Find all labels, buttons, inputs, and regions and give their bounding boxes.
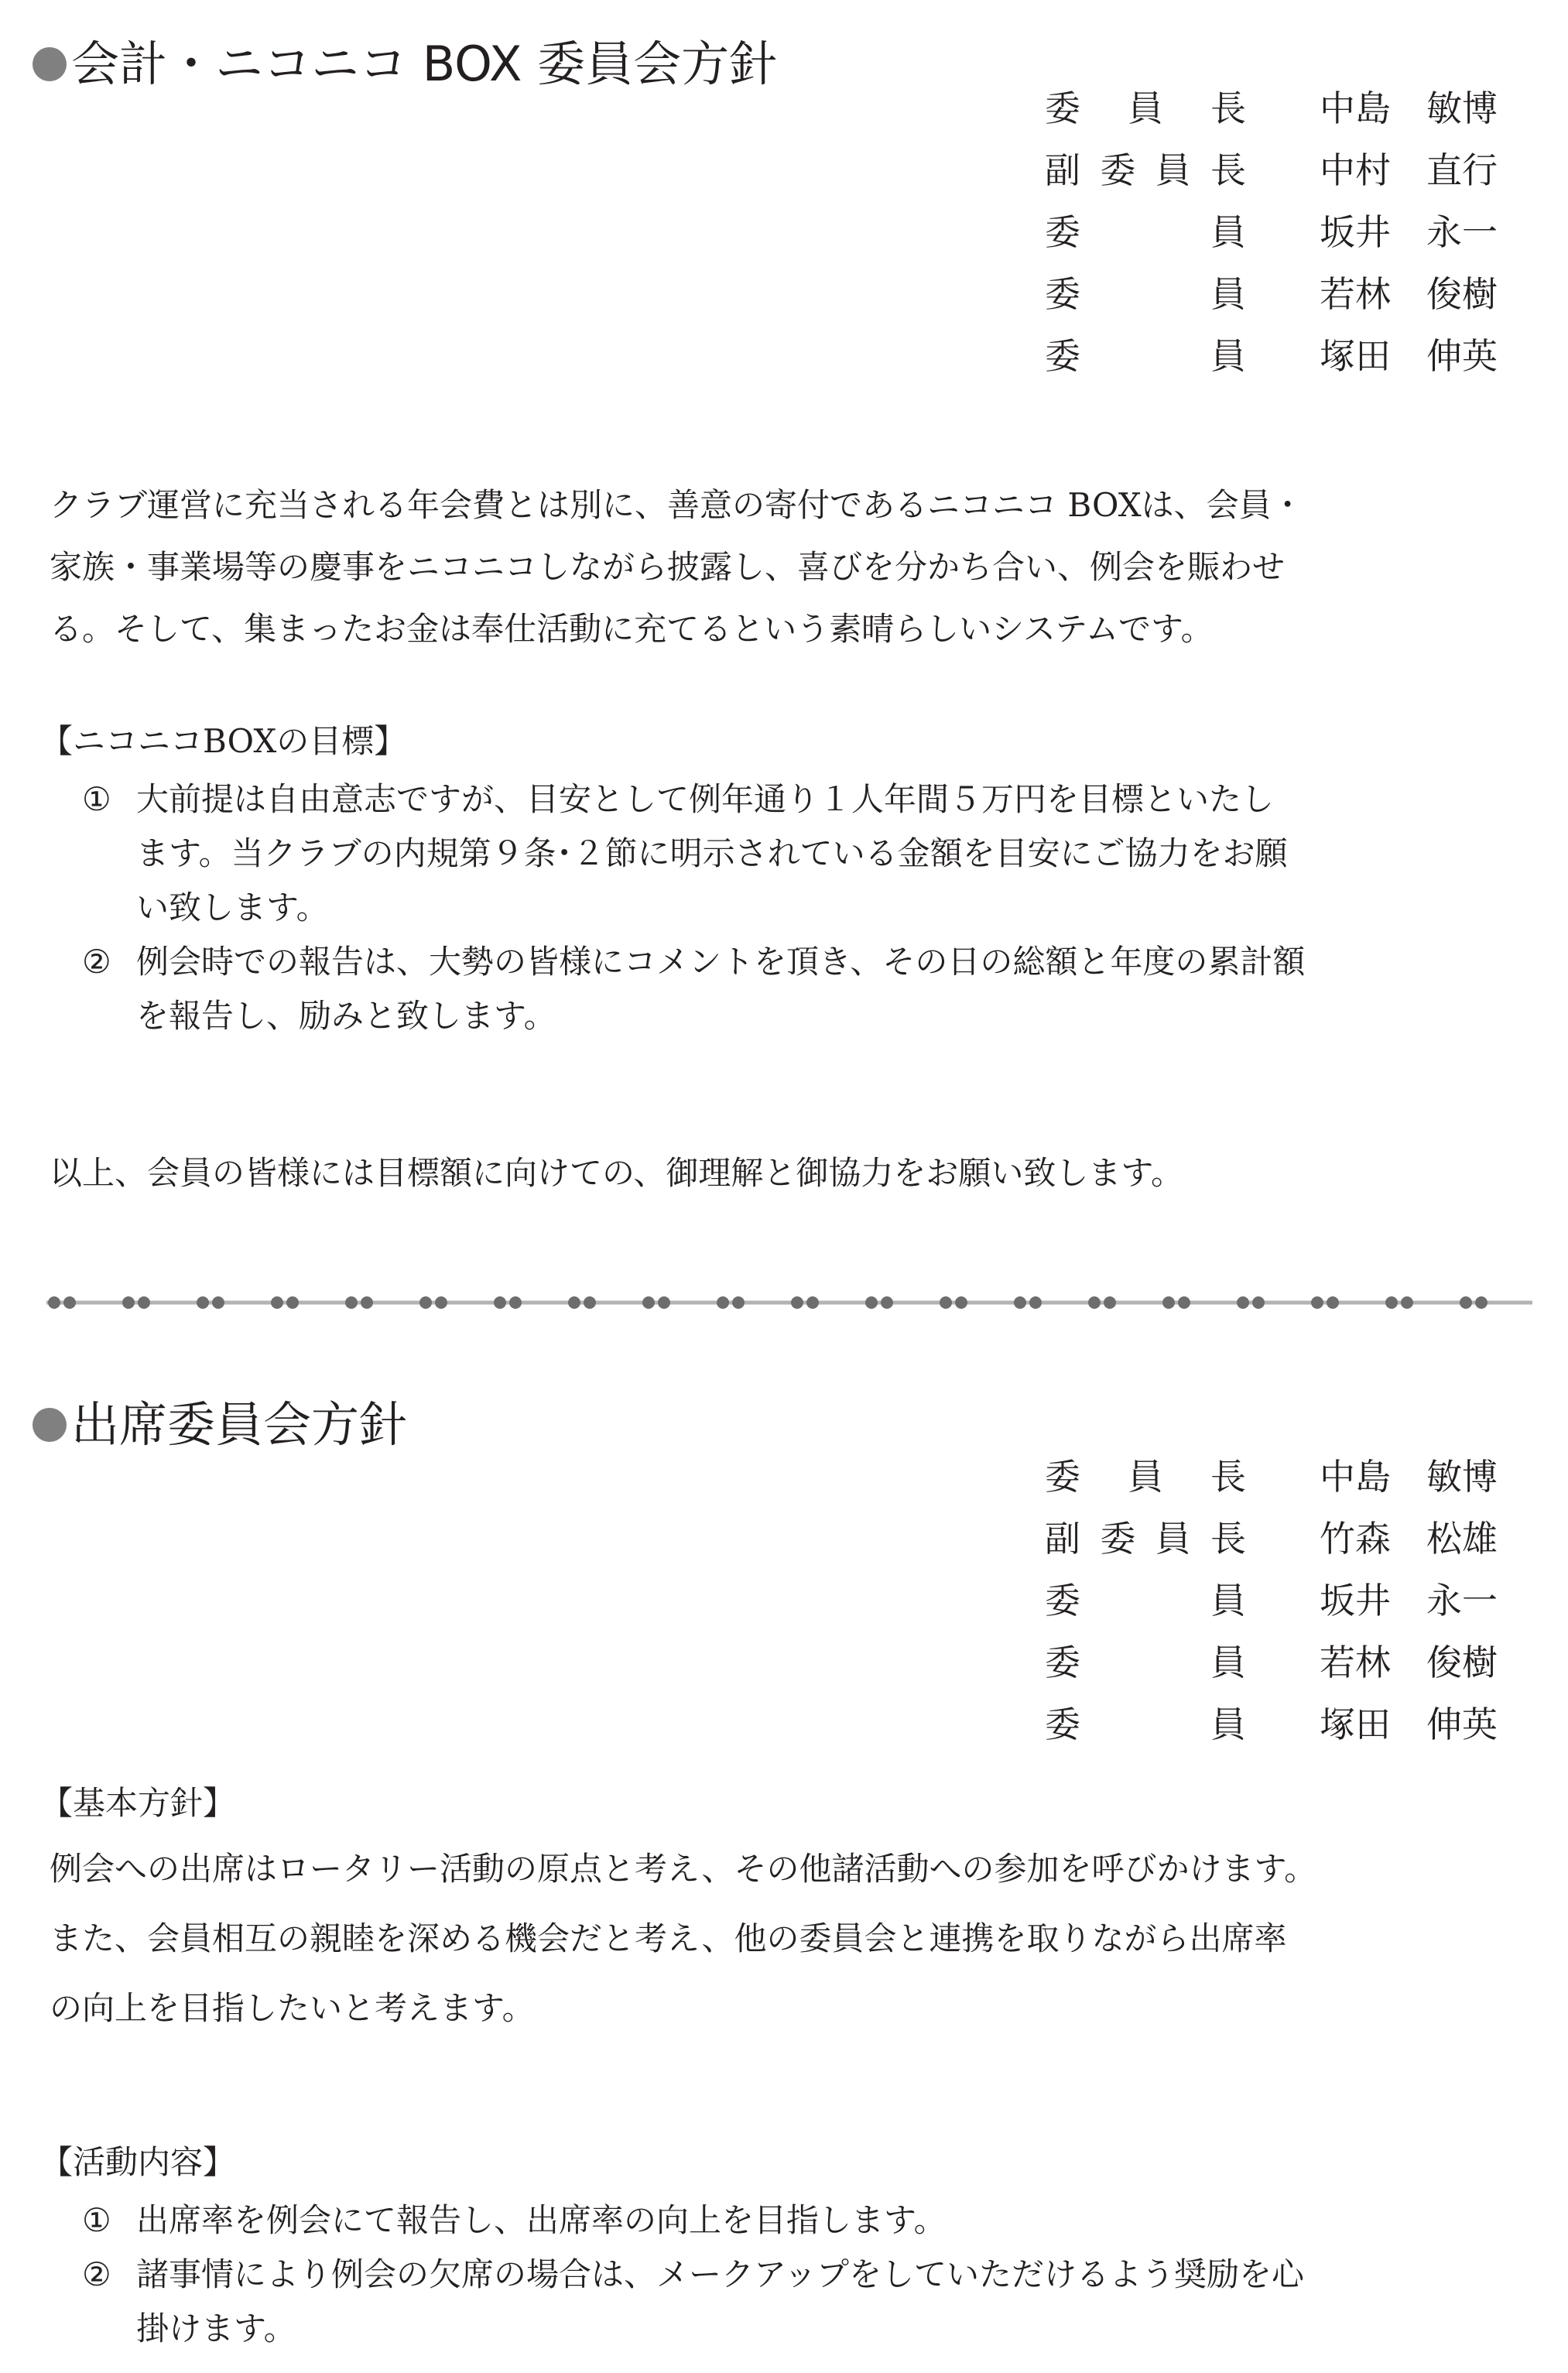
divider-dot	[1029, 1296, 1042, 1309]
paragraph-line: 家族・事業場等の慶事をニコニコしながら披露し、喜びを分かち合い、例会を賑わせ	[50, 548, 1286, 586]
roster-name: 塚田 伸英	[1320, 1704, 1498, 1745]
roster-role: 副 委 員 長	[1045, 149, 1246, 191]
divider-dot	[212, 1296, 224, 1309]
paragraph-line: クラブ運営に充当される年会費とは別に、善意の寄付であるニコニコ BOXは、会員・	[50, 486, 1304, 524]
item-line: 例会時での報告は、大勢の皆様にコメントを頂き、その日の総額と年度の累計額	[136, 943, 1306, 981]
divider-dot	[1475, 1296, 1488, 1309]
divider-dot	[791, 1296, 803, 1309]
divider-dot	[197, 1296, 209, 1309]
roster-role: 委 員	[1045, 1704, 1246, 1745]
divider-dot	[419, 1296, 432, 1309]
section1-closing: 以上、会員の皆様には目標額に向けての、御理解と御協力をお願い致します。	[50, 1154, 1183, 1192]
roster-row	[1045, 139, 1532, 201]
divider-dot	[361, 1296, 373, 1309]
paragraph-line: また、会員相互の親睦を深める機会だと考え、他の委員会と連携を取りながら出席率	[50, 1919, 1287, 1957]
section2-title-text: 出席委員会方針	[71, 1396, 408, 1453]
item-line: を報告し、励みと致します。	[136, 997, 556, 1035]
divider-dot	[1014, 1296, 1026, 1309]
divider-dot	[1162, 1296, 1175, 1309]
list-item	[50, 935, 1559, 1043]
item-line: 出席率を例会にて報告し、出席率の向上を目指します。	[136, 2201, 947, 2239]
roster-role: 委 員	[1045, 1642, 1246, 1683]
divider-dot	[806, 1296, 819, 1309]
divider-dot	[955, 1296, 967, 1309]
paragraph-line: の向上を目指したいと考えます。	[50, 1989, 535, 2027]
item-number: ①	[82, 780, 111, 818]
divider-dot	[717, 1296, 729, 1309]
roster-name: 塚田 伸英	[1320, 335, 1498, 377]
divider-dot	[271, 1296, 283, 1309]
roster-role: 委 員 長	[1045, 1456, 1246, 1498]
divider-dot	[940, 1296, 952, 1309]
item-number: ②	[82, 943, 111, 981]
divider-dot	[642, 1296, 655, 1309]
roster-role: 委 員	[1045, 1580, 1246, 1621]
roster-role: 委 員	[1045, 273, 1246, 315]
section1-title-text: 会計・ニコニコ BOX 委員会方針	[71, 36, 778, 92]
divider-dot	[584, 1296, 596, 1309]
section2-policy	[50, 1834, 1559, 2043]
roster-row	[1045, 201, 1532, 263]
item-number: ②	[82, 2255, 111, 2293]
section1-roster	[1045, 77, 1532, 387]
section1-title	[33, 29, 777, 99]
divider-dot	[509, 1296, 522, 1309]
divider-dot	[1252, 1296, 1265, 1309]
item-line: 掛けます。	[136, 2310, 296, 2347]
item-line: 諸事情により例会の欠席の場合は、メークアップをしていただけるよう奨励を心	[136, 2255, 1305, 2293]
section2-roster	[1045, 1446, 1532, 1755]
divider-dot	[1104, 1296, 1116, 1309]
section2-title	[33, 1390, 407, 1460]
dotted-divider	[46, 1291, 1532, 1314]
roster-row	[1045, 325, 1532, 387]
list-item	[50, 2193, 1559, 2248]
item-line: 大前提は自由意志ですが、目安として例年通り１人年間５万円を目標といたし	[136, 780, 1275, 818]
divider-dot	[435, 1296, 447, 1309]
roster-role: 副 委 員 長	[1045, 1518, 1246, 1560]
roster-row	[1045, 1570, 1532, 1632]
divider-dot	[1088, 1296, 1101, 1309]
roster-row	[1045, 1632, 1532, 1693]
roster-name: 中島 敏博	[1320, 87, 1498, 129]
divider-dot	[122, 1296, 135, 1309]
divider-dot	[658, 1296, 670, 1309]
roster-row	[1045, 77, 1532, 139]
policy-heading: 【基本方針】	[40, 1784, 236, 1822]
divider-dot	[1460, 1296, 1472, 1309]
item-number: ①	[82, 2201, 111, 2239]
roster-name: 若林 俊樹	[1320, 273, 1498, 315]
divider-dot	[48, 1296, 60, 1309]
paragraph-line: 例会への出席はロータリー活動の原点と考え、その他諸活動への参加を呼びかけます。	[50, 1850, 1317, 1888]
divider-dot	[1237, 1296, 1249, 1309]
divider-dot	[138, 1296, 150, 1309]
roster-name: 若林 俊樹	[1320, 1642, 1498, 1683]
divider-dot	[1401, 1296, 1413, 1309]
item-line: ます。当クラブの内規第９条･２節に明示されている金額を目安にご協力をお願	[136, 834, 1288, 872]
divider-dot	[865, 1296, 878, 1309]
section1-intro	[50, 474, 1559, 660]
divider-dot	[1178, 1296, 1190, 1309]
roster-name: 中島 敏博	[1320, 1456, 1498, 1498]
bullet-dot-icon	[33, 47, 67, 81]
roster-name: 中村 直行	[1320, 149, 1498, 191]
roster-row	[1045, 263, 1532, 325]
activities-heading: 【活動内容】	[40, 2143, 236, 2181]
divider-dot	[1311, 1296, 1323, 1309]
divider-dot	[1327, 1296, 1339, 1309]
divider-dot	[345, 1296, 358, 1309]
roster-name: 坂井 永一	[1320, 1580, 1498, 1621]
roster-row	[1045, 1693, 1532, 1755]
bullet-dot-icon	[33, 1408, 67, 1442]
activities-list	[50, 2193, 1559, 2356]
list-item	[50, 2248, 1559, 2356]
divider-dot	[1385, 1296, 1398, 1309]
divider-dot	[732, 1296, 745, 1309]
list-item	[50, 772, 1559, 935]
roster-role: 委 員	[1045, 211, 1246, 253]
roster-row	[1045, 1446, 1532, 1508]
roster-name: 竹森 松雄	[1320, 1518, 1498, 1560]
goals-heading: 【ニコニコBOXの目標】	[40, 722, 407, 760]
roster-name: 坂井 永一	[1320, 211, 1498, 253]
divider-dot	[881, 1296, 893, 1309]
divider-dot	[286, 1296, 299, 1309]
divider-dot	[63, 1296, 76, 1309]
paragraph-line: る。そして、集まったお金は奉仕活動に充てるという素晴らしいシステムです。	[50, 610, 1214, 648]
divider-dot	[568, 1296, 580, 1309]
roster-role: 委 員 長	[1045, 87, 1246, 129]
roster-role: 委 員	[1045, 335, 1246, 377]
roster-row	[1045, 1508, 1532, 1570]
goals-list	[50, 772, 1559, 1043]
item-line: い致します。	[136, 889, 329, 926]
divider-dot	[494, 1296, 506, 1309]
